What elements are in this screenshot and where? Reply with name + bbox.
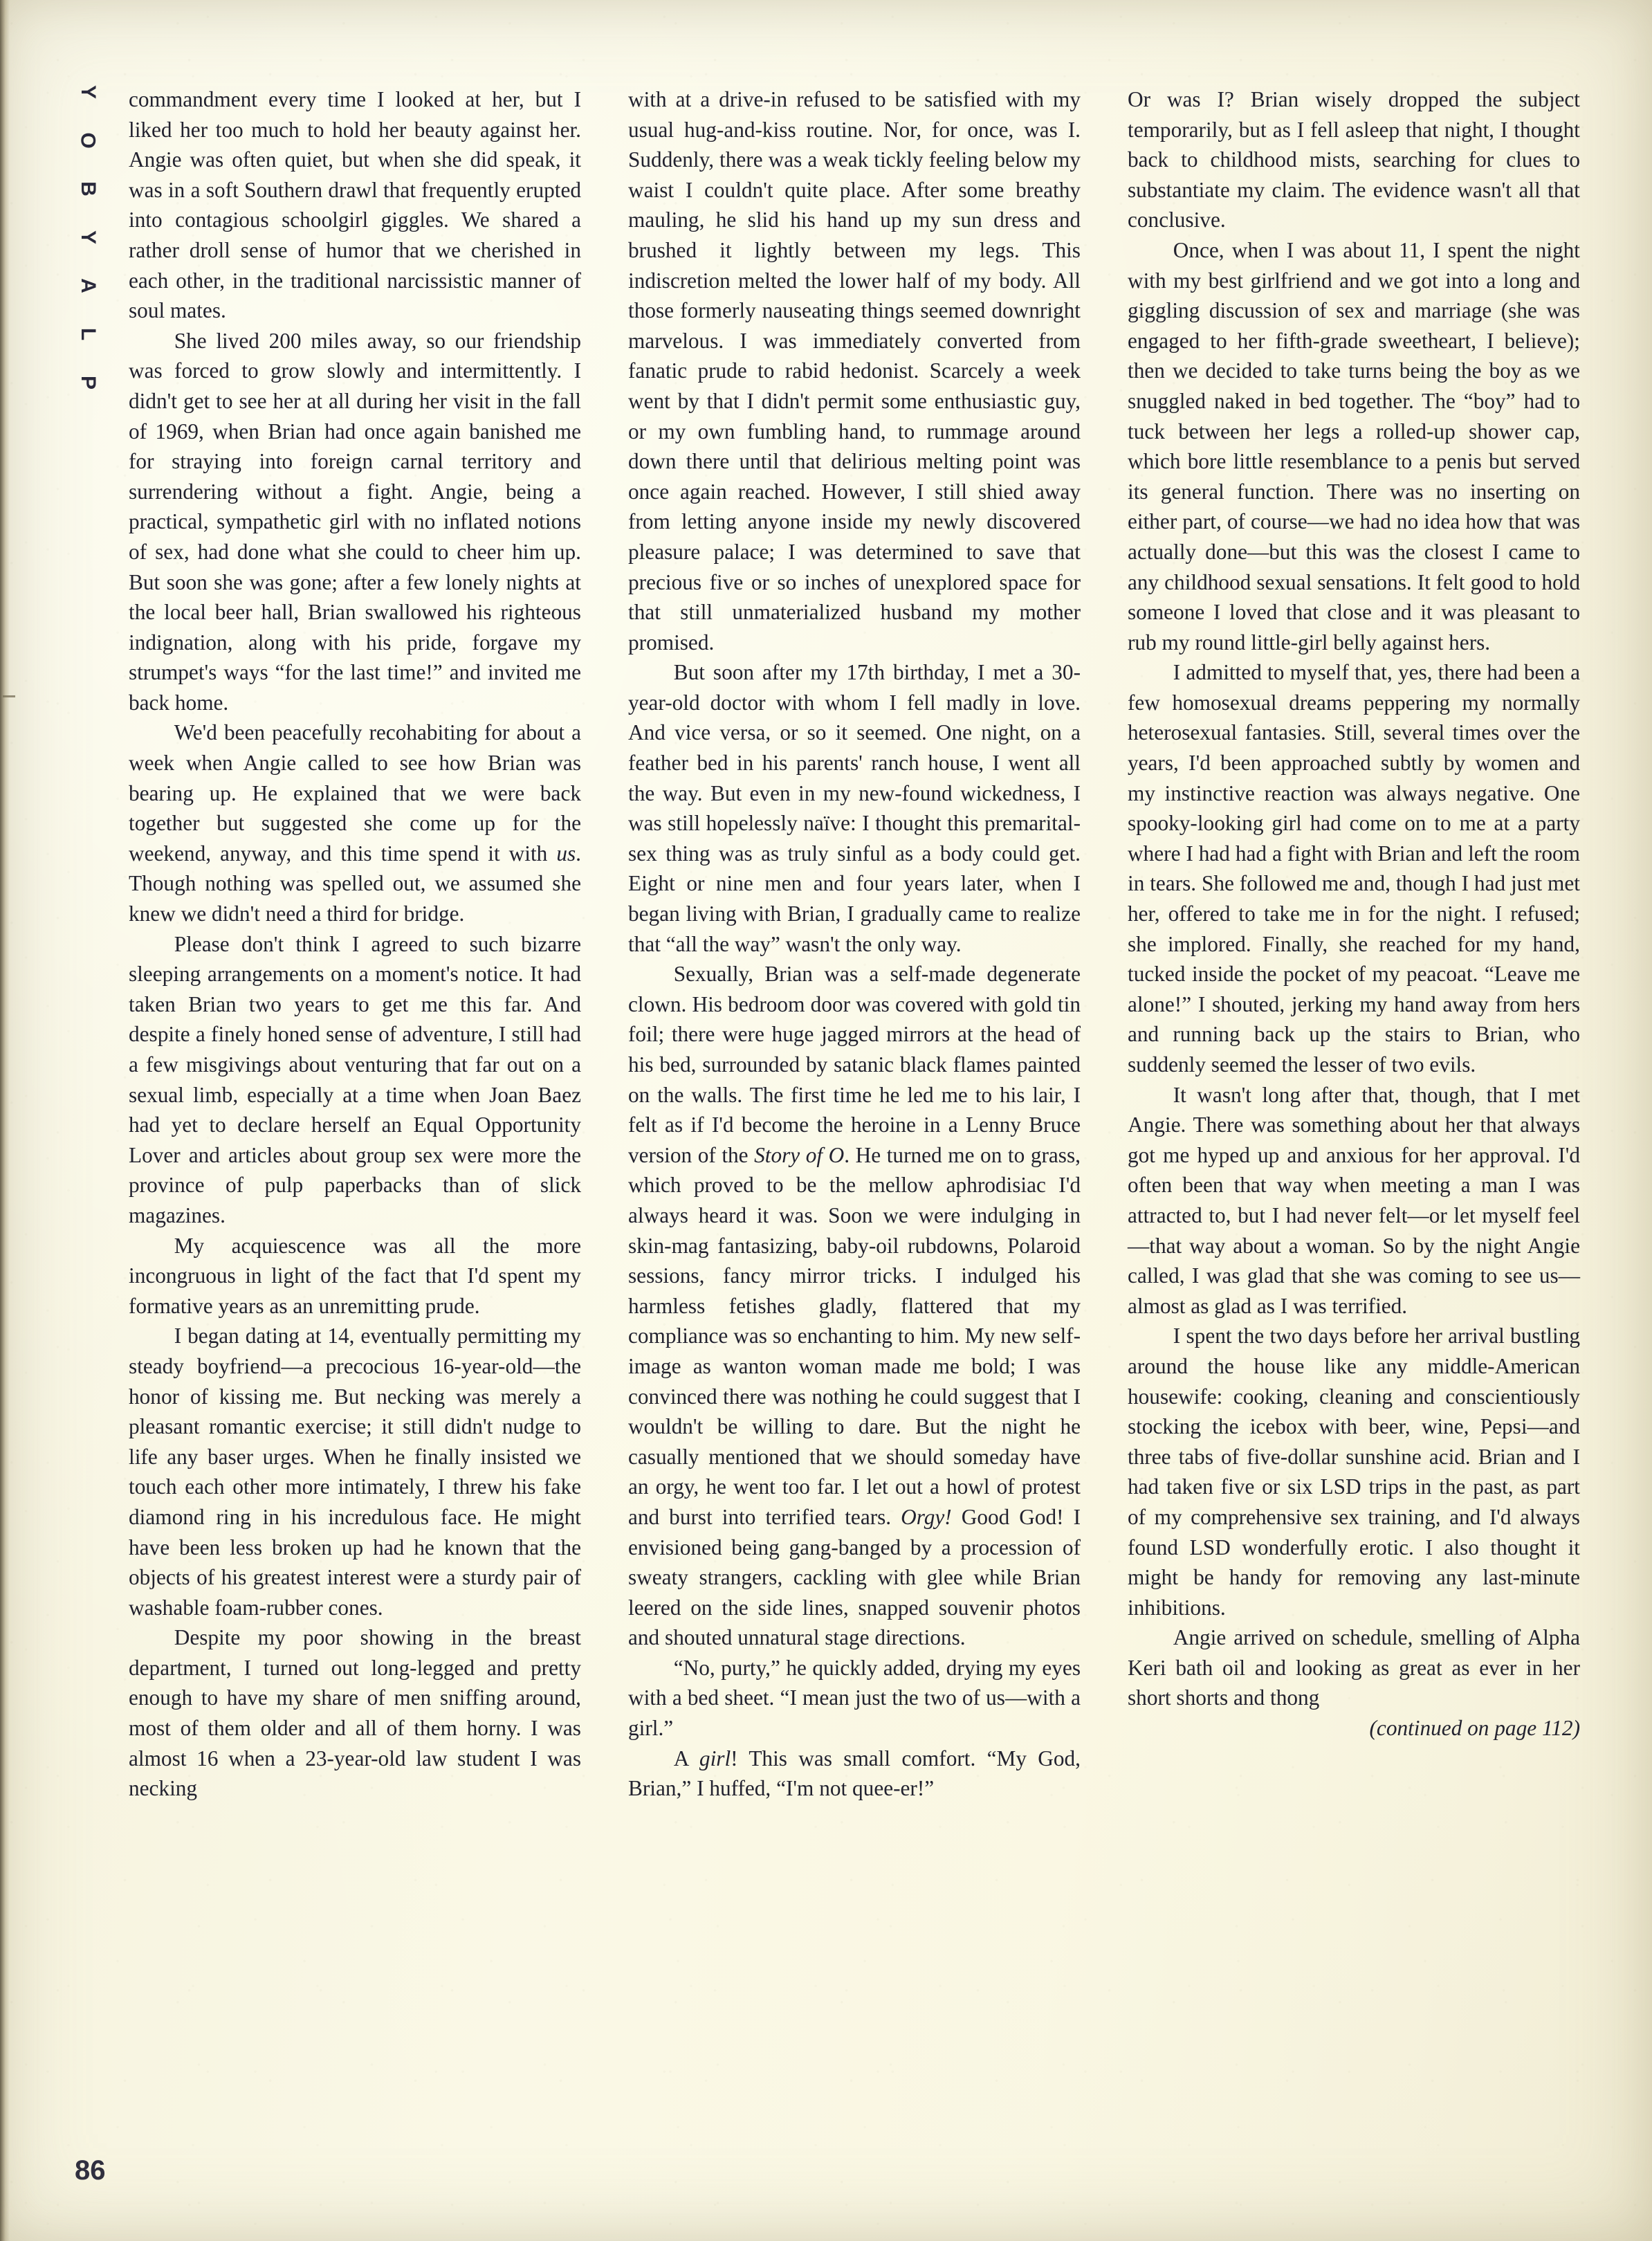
- paragraph: Or was I? Brian wisely dropped the subject temporarily, but as I fell asleep that night, I thought back to childhood mists, searching for clues to substantiate my claim. The evidence wasn't all that conclusive.: [1128, 87, 1580, 232]
- masthead-letter-p: P: [76, 375, 100, 390]
- paragraph: Despite my poor showing in the breast department, I turned out long-legged and pretty enough to have my share of men sniffing around, most of them older and all of them horny. I was almost 16 when a 23-year-old law student I was necking: [129, 1625, 581, 1801]
- paragraph: A girl! This was small comfort. “My God, Brian,” I huffed, “I'm not quee-er!”: [628, 1746, 1081, 1801]
- text-column-1: [129, 84, 581, 2174]
- continued-on-page-note: (continued on page 112): [1369, 1716, 1580, 1741]
- paragraph: I admitted to myself that, yes, there had been a few homosexual dreams peppering my normally heterosexual fantasies. Still, several times over the years, I'd been approached subtly by women and my instinctive reaction was always negative. One spooky-looking girl had come on to me at a party where I had had a fight with Brian and left the room in tears. She followed me and, though I had just met her, offered to take me in for the night. I refused; she implored. Finally, she reached for my hand, tucked inside the pocket of my peacoat. “Leave me alone!” I shouted, jerking my hand away from hers and running back up the stairs to Brian, who suddenly seemed the lesser of two evils.: [1128, 660, 1580, 1077]
- paragraph: commandment every time I looked at her, but I liked her too much to hold her beauty against her. Angie was often quiet, but when she did speak, it was in a soft Southern drawl that frequently erupted into contagious schoolgirl giggles. We shared a rather droll sense of humor that we cherished in each other, in the traditional narcissistic manner of soul mates.: [129, 87, 581, 323]
- masthead-letter-b: B: [76, 181, 100, 196]
- paragraph: I spent the two days before her arrival bustling around the house like any middle-American housewife: cooking, cleaning and conscientiously stocking the icebox with beer, wine, Pepsi—and three tabs of five-dollar sunshine acid. Brian and I had taken five or six LSD trips in the past, as part of my comprehensive sex training, and I'd always found LSD wonderfully erotic. I also thought it might be handy for removing any last-minute inhibitions.: [1128, 1324, 1580, 1620]
- masthead-letter-y2: Y: [76, 84, 100, 100]
- paragraph: It wasn't long after that, though, that I met Angie. There was something about her that always got me hyped up and anxious for her approval. I'd often been that way when meeting a man I was attracted to, but I had never felt—or let myself feel—that way about a woman. So by the night Angie called, I was glad that she was coming to see us—almost as glad as I was terrified.: [1128, 1082, 1580, 1318]
- paragraph: My acquiescence was all the more incongruous in light of the fact that I'd spent my formative years as an unremitting prude.: [129, 1233, 581, 1318]
- paragraph: Once, when I was about 11, I spent the night with my best girlfriend and we got into a long and giggling discussion of sex and marriage (she was engaged to her fifth-grade sweetheart, I believe); then we decided to take turns being the boy as we snuggled naked in bed together. The “boy” had to tuck between her legs a rolled-up shower cap, which bore little resemblance to a penis but served its general function. There was no inserting on either part, of course—we had no idea how that was actually done—but this was the closest I came to any childhood sexual sensations. It felt good to hold someone I loved that close and it was pleasant to rub my round little-girl belly against hers.: [1128, 237, 1580, 655]
- masthead-letter-l: L: [76, 327, 100, 341]
- italic-text: Orgy!: [901, 1504, 952, 1529]
- paragraph: “No, purty,” he quickly added, drying my eyes with a bed sheet. “I mean just the two of us—with a girl.”: [628, 1655, 1081, 1741]
- paragraph: But soon after my 17th birthday, I met a 30-year-old doctor with whom I fell madly in love. And vice versa, or so it seemed. One night, on a feather bed in his parents' ranch house, I went all the way. But even in my new-found wickedness, I was still hopelessly naïve: I thought this premarital-sex thing was as truly sinful as a body could get. Eight or nine men and four years later, when I began living with Brian, I gradually came to realize that “all the way” wasn't the only way.: [628, 660, 1081, 956]
- masthead-letter-y: Y: [76, 230, 100, 245]
- article-body: [129, 84, 1580, 2174]
- italic-text: girl: [699, 1746, 731, 1771]
- masthead-letter-a: A: [76, 278, 100, 293]
- paragraph: I began dating at 14, eventually permitting my steady boyfriend—a precocious 16-year-old—the honor of kissing me. But necking was merely a pleasant romantic exercise; it still didn't nudge to life any baser urges. When he finally insisted we touch each other more intimately, I threw his fake diamond ring in his incredulous face. He might have been less broken up had he known that the objects of his greatest interest were a sturdy pair of washable foam-rubber cones.: [129, 1324, 581, 1620]
- italic-text: Story of O: [754, 1142, 845, 1167]
- paragraph: Sexually, Brian was a self-made degenerate clown. His bedroom door was covered with gold tin foil; there were huge jagged mirrors at the head of his bed, surrounded by satanic black flames painted on the walls. The first time he led me to his lair, I felt as if I'd become the heroine in a Lenny Bruce version of the Story of O. He turned me on to grass, which proved to be the mellow aphrodisiac I'd always heard it was. Soon we were indulging in skin-mag fantasizing, baby-oil rubdowns, Polaroid sessions, fancy mirror tricks. I indulged his harmless fetishes gladly, flattered that my compliance was so enchanting to him. My new self-image as wanton woman made me bold; I was convinced there was nothing he could suggest that I wouldn't be willing to dare. But the night he casually mentioned that we should someday have an orgy, he went too far. I let out a howl of protest and burst into terrified tears. Orgy! Good God! I envisioned being gang-banged by a procession of sweaty strangers, cackling with glee while Brian leered on the side lines, snapped souvenir photos and shouted unnatural stage directions.: [628, 962, 1081, 1650]
- scan-edge-tick-mark: [3, 695, 15, 697]
- playboy-masthead: [72, 82, 104, 393]
- paragraph: Please don't think I agreed to such bizarre sleeping arrangements on a moment's notice. It had taken Brian two years to get me this far. And despite a finely honed sense of adventure, I still had a few misgivings about venturing that far out on a sexual limb, especially at a time when Joan Baez had yet to declare herself an Equal Opportunity Lover and articles about group sex were more the province of pulp paperbacks than of slick magazines.: [129, 931, 581, 1227]
- binding-shadow: [0, 0, 10, 2241]
- page-number: 86: [75, 2155, 106, 2186]
- paragraph: We'd been peacefully recohabiting for about a week when Angie called to see how Brian was bearing up. He explained that we were back together but suggested she come up for the weekend, anyway, and this time spend it with us. Though nothing was spelled out, we assumed she knew we didn't need a third for bridge.: [129, 720, 581, 926]
- italic-text: us: [556, 841, 576, 866]
- paragraph: She lived 200 miles away, so our friendship was forced to grow slowly and intermittently. I didn't get to see her at all during her visit in the fall of 1969, when Brian had once again banished me for straying into foreign carnal territory and surrendering without a fight. Angie, being a practical, sympathetic girl with no inflated notions of sex, had done what she could to cheer him up. But soon she was gone; after a few lonely nights at the local beer hall, Brian swallowed his righteous indignation, along with his pride, forgave my strumpet's ways “for the last time!” and invited me back home.: [129, 328, 581, 715]
- text-column-2: [628, 84, 1081, 2174]
- paragraph: with at a drive-in refused to be satisfied with my usual hug-and-kiss routine. Nor, for once, was I. Suddenly, there was a weak tickly feeling below my waist I couldn't quite place. After some breathy mauling, he slid his hand up my sun dress and brushed it lightly between my legs. This indiscretion melted the lower half of my body. All those formerly nauseating things seemed downright marvelous. I was immediately converted from fanatic prude to rabid hedonist. Scarcely a week went by that I didn't permit some enthusiastic guy, or my own fumbling hand, to rummage around down there until that delirious melting point was once again reached. However, I still shied away from letting anyone inside my newly discovered pleasure palace; I was determined to save that precious five or so inches of unexplored space for that still unmaterialized husband my mother promised.: [628, 87, 1081, 655]
- text-column-3: [1128, 84, 1580, 2174]
- masthead-letter-o: O: [77, 132, 100, 149]
- paragraph: Angie arrived on schedule, smelling of Alpha Keri bath oil and looking as great as ever in her short shorts and thong: [1128, 1625, 1580, 1710]
